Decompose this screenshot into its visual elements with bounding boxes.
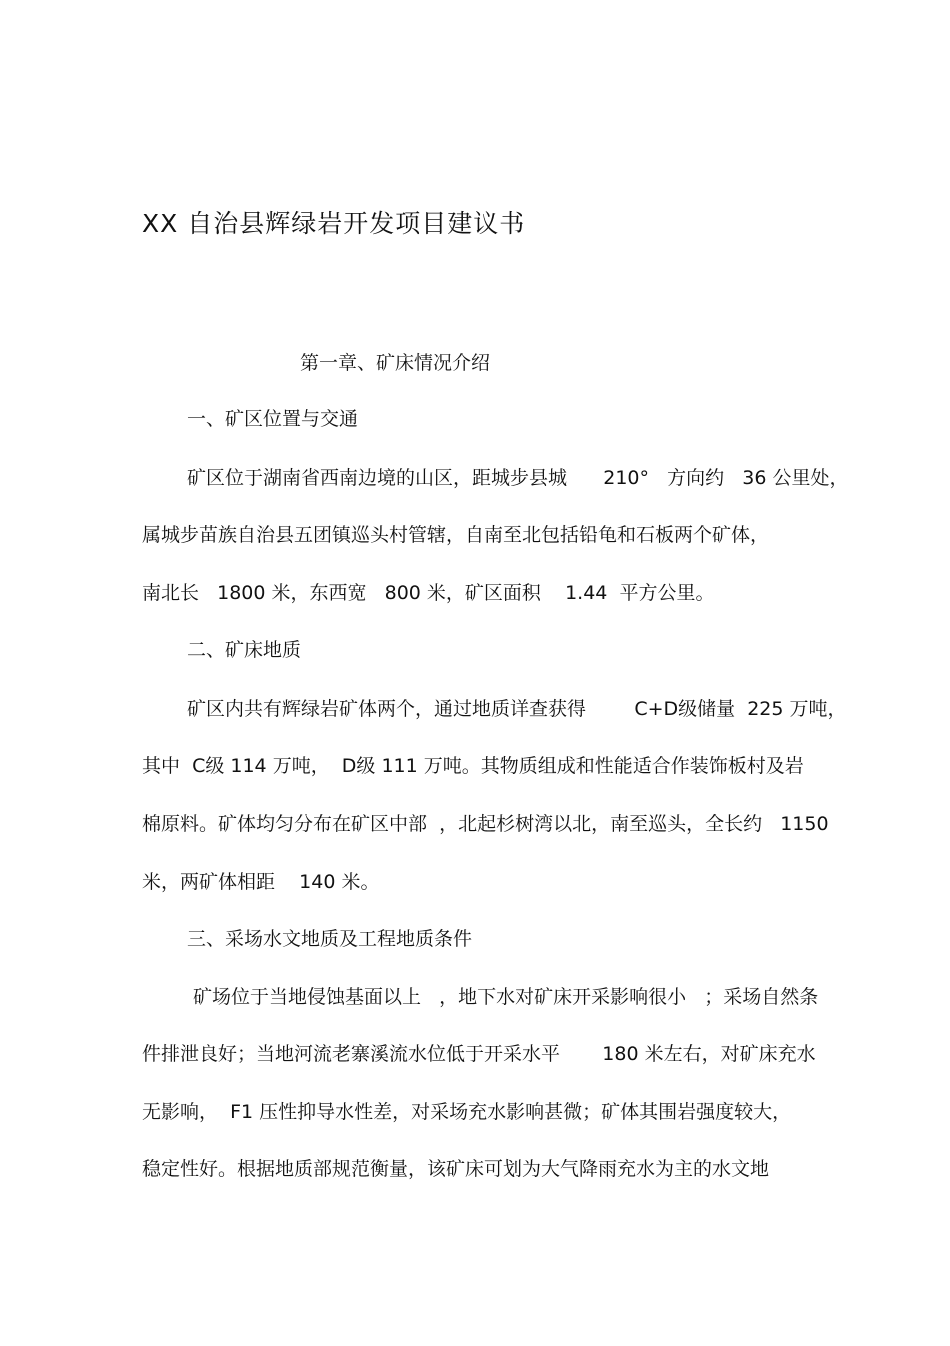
paragraph-line: 稳定性好。根据地质部规范衡量，该矿床可划为大气降雨充水为主的水文地	[142, 1158, 770, 1180]
paragraph-line: 无影响， F1 压性抑导水性差，对采场充水影响甚微；矿体其围岩强度较大，	[142, 1101, 792, 1123]
paragraph-line: 南北长 1800 米，东西宽 800 米，矿区面积 1.44 平方公里。	[142, 582, 715, 604]
paragraph-line: 棉原料。矿体均匀分布在矿区中部 ，北起杉树湾以北，南至巡头，全长约 1150	[142, 813, 829, 835]
section-heading-hydrogeology: 三、采场水文地质及工程地质条件	[187, 928, 473, 950]
section-heading-location: 一、矿区位置与交通	[187, 408, 359, 430]
paragraph-line: 矿场位于当地侵蚀基面以上 ，地下水对矿床开采影响很小 ；采场自然条	[187, 986, 819, 1008]
chapter-heading: 第一章、矿床情况介绍	[300, 352, 491, 374]
paragraph-line: 件排泄良好；当地河流老寨溪流水位低于开采水平 180 米左右，对矿床充水	[142, 1043, 816, 1065]
paragraph-line: 米，两矿体相距 140 米。	[142, 871, 380, 893]
section-heading-geology: 二、矿床地质	[187, 639, 302, 661]
paragraph-line: 其中 C级 114 万吨， D级 111 万吨。其物质组成和性能适合作装饰板村及岩	[142, 755, 804, 777]
paragraph-line: 属城步苗族自治县五团镇巡头村管辖，自南至北包括铅龟和石板两个矿体，	[142, 524, 770, 546]
paragraph-line: 矿区内共有辉绿岩矿体两个，通过地质详查获得 C+D级储量 225 万吨，	[187, 698, 847, 720]
document-title: XX 自治县辉绿岩开发项目建议书	[142, 209, 526, 238]
paragraph-line: 矿区位于湖南省西南边境的山区，距城步县城 210° 方向约 36 公里处，	[187, 467, 849, 489]
